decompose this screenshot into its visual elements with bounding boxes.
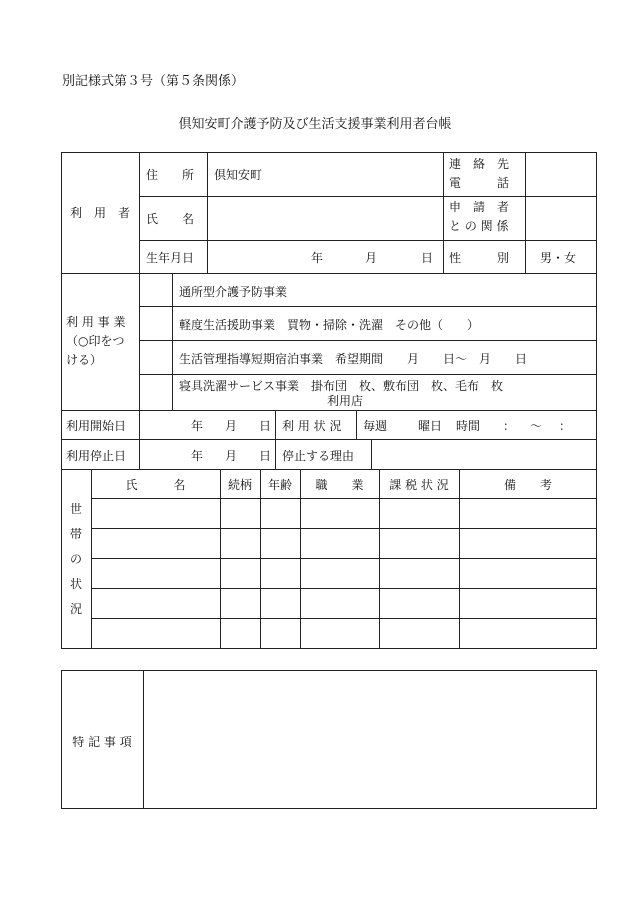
- household-header-tax-status: 課 税 状 況: [389, 478, 449, 492]
- contact-label-line2: 電 話: [449, 176, 510, 190]
- start-day: 日: [259, 419, 272, 433]
- col-line: [459, 469, 460, 649]
- notes-label: 特 記 事 項: [72, 735, 132, 749]
- usage-time-colon-2: ：: [559, 419, 572, 433]
- col-line: [275, 410, 276, 469]
- services-label-line2: （○印をつ: [66, 334, 125, 348]
- service-item-short-stay: 生活管理指導短期宿泊事業 希望期間 月 日～ 月 日: [179, 352, 528, 366]
- col-line: [300, 469, 301, 649]
- stop-month: 月: [225, 449, 238, 463]
- col-line: [172, 273, 173, 410]
- service-item-bedding-laundry: 寝具洗濯サービス事業 掛布団 枚、敷布団 枚、毛布 枚: [179, 379, 504, 393]
- col-line: [525, 152, 526, 273]
- row-line: [139, 340, 597, 341]
- relation-label-line2: と の 関 係: [449, 219, 509, 233]
- document-title: 倶知安町介護予防及び生活支援事業利用者台帳: [178, 117, 452, 132]
- col-line: [356, 410, 357, 439]
- birth-label: 生年月日: [146, 251, 195, 265]
- col-line: [220, 469, 221, 649]
- household-char: 状: [69, 577, 82, 591]
- row-line: [61, 469, 597, 470]
- contact-label: [449, 155, 509, 193]
- services-label-line3: ける）: [66, 353, 103, 367]
- usage-status-label: 利 用 状 況: [282, 419, 342, 433]
- notes-field[interactable]: [144, 671, 596, 808]
- household-header-name: 氏 名: [125, 478, 186, 492]
- services-label-line1: 利 用 事 業: [66, 315, 126, 329]
- col-line: [91, 469, 92, 649]
- contact-label-line1: 連 絡 先: [449, 157, 510, 171]
- stop-date-label: 利用停止日: [66, 449, 127, 463]
- birth-day: 日: [421, 251, 434, 265]
- form-number: 別記様式第３号（第５条関係）: [62, 74, 245, 89]
- col-line: [379, 469, 380, 649]
- row-line: [139, 306, 597, 307]
- col-line: [260, 469, 261, 649]
- col-line: [207, 152, 208, 273]
- service-item-day-care: 通所型介護予防事業: [179, 285, 288, 299]
- services-label: [66, 313, 125, 370]
- household-char: 帯: [69, 527, 82, 541]
- stop-year: 年: [191, 449, 204, 463]
- start-year: 年: [191, 419, 204, 433]
- stop-day: 日: [259, 449, 272, 463]
- birth-year: 年: [311, 251, 324, 265]
- row-line: [91, 558, 597, 559]
- stop-reason-label: 停止する理由: [282, 449, 355, 463]
- household-char: 世: [69, 502, 82, 516]
- household-char: 況: [69, 602, 82, 616]
- household-header-occupation: 職 業: [315, 478, 364, 492]
- household-header-age: 年齢: [267, 478, 292, 492]
- usage-time: 時間: [456, 419, 481, 433]
- row-line: [91, 498, 597, 499]
- household-header-remarks: 備 考: [503, 478, 552, 492]
- row-line: [91, 618, 597, 619]
- name-label: 氏 名: [146, 212, 195, 226]
- sex-options: 男・女: [540, 251, 577, 265]
- col-line: [139, 410, 140, 469]
- household-label: [61, 497, 91, 622]
- address-value: 倶知安町: [214, 168, 263, 182]
- row-line: [91, 528, 597, 529]
- usage-weekly: 毎週: [363, 419, 388, 433]
- row-line: [91, 588, 597, 589]
- row-line: [61, 273, 597, 274]
- col-line: [139, 152, 140, 273]
- col-line: [443, 152, 444, 273]
- usage-weekday: 曜日: [418, 419, 443, 433]
- col-line: [139, 273, 140, 410]
- row-line: [61, 439, 597, 440]
- birth-month: 月: [365, 251, 378, 265]
- relation-label: [449, 198, 509, 236]
- address-label: 住 所: [146, 168, 195, 182]
- service-item-laundry-shop: 利用店: [327, 394, 364, 408]
- service-item-light-living-support: 軽度生活援助事業 買物・掃除・洗濯 その他（ ）: [179, 318, 480, 332]
- start-date-label: 利用開始日: [66, 419, 127, 433]
- household-char: の: [69, 552, 82, 566]
- col-line: [371, 439, 372, 469]
- relation-label-line1: 申 請 者: [449, 200, 510, 214]
- user-label: 利 用 者: [69, 206, 130, 220]
- household-header-relation: 続柄: [227, 478, 252, 492]
- row-line: [139, 374, 597, 375]
- start-month: 月: [225, 419, 238, 433]
- usage-time-colon-1: ：: [503, 419, 516, 433]
- usage-time-tilde: ～: [530, 419, 543, 433]
- sex-label: 性 別: [449, 251, 510, 265]
- row-line: [61, 410, 597, 411]
